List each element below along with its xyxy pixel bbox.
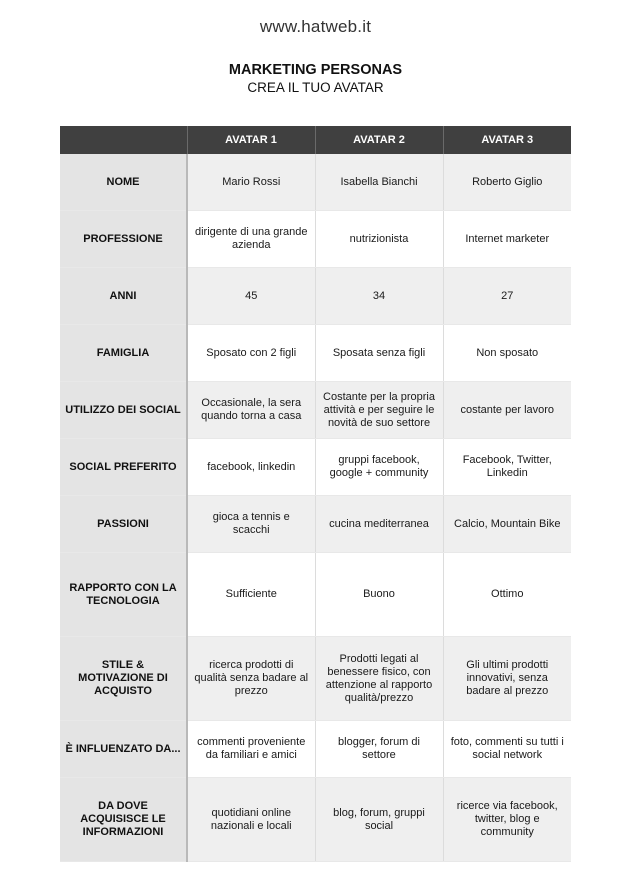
row-label: DA DOVE ACQUISISCE LE INFORMAZIONI [60,778,187,862]
table-row-utilizzo-social [60,382,571,439]
cell-avatar-2: blog, forum, gruppi social [315,778,443,862]
cell-avatar-3: Ottimo [443,553,571,637]
cell-avatar-1: Occasionale, la sera quando torna a casa [187,382,315,439]
cell-avatar-2: gruppi facebook, google + community [315,439,443,496]
table-row-stile-motivazione [60,637,571,721]
row-label: È INFLUENZATO DA... [60,721,187,778]
cell-avatar-2: nutrizionista [315,211,443,268]
table-header-row [60,126,571,154]
page-title: MARKETING PERSONAS [228,62,403,78]
table-row-famiglia [60,325,571,382]
cell-avatar-1: dirigente di una grande azienda [187,211,315,268]
cell-avatar-3: Roberto Giglio [443,154,571,211]
cell-avatar-1: facebook, linkedin [187,439,315,496]
cell-avatar-1: Mario Rossi [187,154,315,211]
cell-avatar-2: Buono [315,553,443,637]
cell-avatar-3: foto, commenti su tutti i social network [443,721,571,778]
header-avatar-1: AVATAR 1 [187,126,315,154]
personas-table [60,126,571,862]
row-label: RAPPORTO CON LA TECNOLOGIA [60,553,187,637]
cell-avatar-2: Sposata senza figli [315,325,443,382]
table-row-rapporto-tecnologia [60,553,571,637]
cell-avatar-3: Facebook, Twitter, Linkedin [443,439,571,496]
cell-avatar-3: Calcio, Mountain Bike [443,496,571,553]
cell-avatar-2: cucina mediterranea [315,496,443,553]
cell-avatar-1: commenti proveniente da familiari e amici [187,721,315,778]
table-row-fonti-informazioni [60,778,571,862]
cell-avatar-3: ricerce via facebook, twitter, blog e community [443,778,571,862]
row-label: PASSIONI [60,496,187,553]
site-url: www.hatweb.it [259,17,372,36]
cell-avatar-2: blogger, forum di settore [315,721,443,778]
cell-avatar-3: Internet marketer [443,211,571,268]
table-row-passioni [60,496,571,553]
row-label: FAMIGLIA [60,325,187,382]
cell-avatar-3: Non sposato [443,325,571,382]
cell-avatar-1: Sposato con 2 figli [187,325,315,382]
table-row-nome [60,154,571,211]
cell-avatar-2: Isabella Bianchi [315,154,443,211]
cell-avatar-3: Gli ultimi prodotti innovativi, senza badare al prezzo [443,637,571,721]
table-row-social-preferito [60,439,571,496]
cell-avatar-2: 34 [315,268,443,325]
cell-avatar-1: gioca a tennis e scacchi [187,496,315,553]
row-label: ANNI [60,268,187,325]
cell-avatar-1: Sufficiente [187,553,315,637]
header-avatar-3: AVATAR 3 [443,126,571,154]
cell-avatar-1: ricerca prodotti di qualità senza badare al prezzo [187,637,315,721]
header-avatar-2: AVATAR 2 [315,126,443,154]
table-row-anni [60,268,571,325]
cell-avatar-2: Prodotti legati al benessere fisico, con attenzione al rapporto qualità/prezzo [315,637,443,721]
cell-avatar-1: 45 [187,268,315,325]
cell-avatar-3: 27 [443,268,571,325]
table-row-influenzato-da [60,721,571,778]
row-label: STILE & MOTIVAZIONE DI ACQUISTO [60,637,187,721]
row-label: SOCIAL PREFERITO [60,439,187,496]
row-label: NOME [60,154,187,211]
cell-avatar-1: quotidiani online nazionali e locali [187,778,315,862]
row-label: UTILIZZO DEI SOCIAL [60,382,187,439]
row-label: PROFESSIONE [60,211,187,268]
page-subtitle: CREA IL TUO AVATAR [247,80,384,95]
table-row-professione [60,211,571,268]
header-corner [60,126,187,154]
cell-avatar-2: Costante per la propria attività e per seguire le novità de suo settore [315,382,443,439]
cell-avatar-3: costante per lavoro [443,382,571,439]
